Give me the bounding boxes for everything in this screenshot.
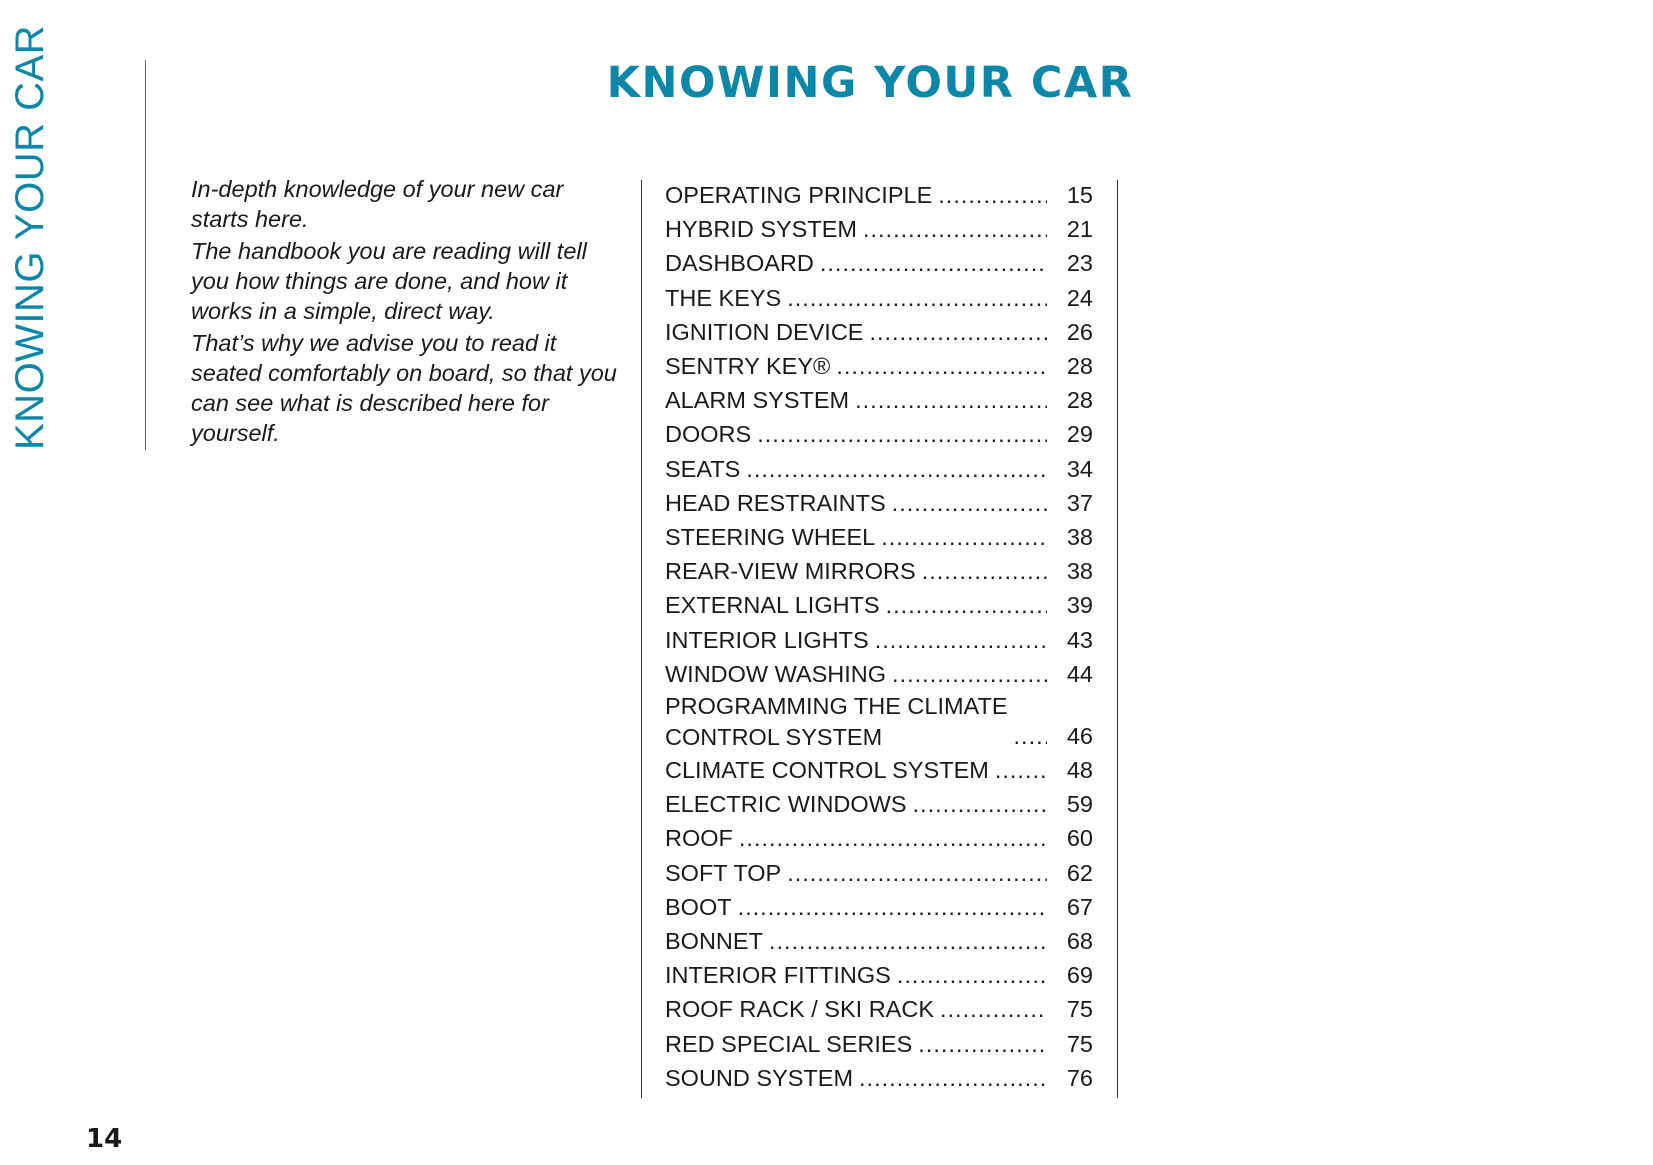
toc-entry-page: 23 (1066, 250, 1093, 277)
toc-leader-dots (859, 1061, 1047, 1095)
toc-entry[interactable] (665, 787, 1093, 821)
toc-entry[interactable] (665, 1061, 1093, 1095)
toc-entry-label: CLIMATE CONTROL SYSTEM (665, 757, 989, 784)
toc-entry-page: 21 (1066, 216, 1093, 243)
toc-entry-label: BOOT (665, 893, 732, 920)
toc-entry[interactable] (665, 821, 1093, 855)
toc-entry-page: 39 (1066, 592, 1093, 619)
intro-paragraph: In-depth knowledge of your new car starts here. (191, 176, 564, 232)
toc-leader-dots (897, 958, 1047, 992)
toc-entry-page: 75 (1066, 1030, 1093, 1057)
toc-entry-label: SOFT TOP (665, 859, 782, 886)
toc-entry[interactable] (665, 588, 1093, 622)
toc-entry-label: HYBRID SYSTEM (665, 216, 857, 243)
toc-entry-page: 24 (1066, 284, 1093, 311)
toc-leader-dots (922, 554, 1047, 588)
toc-entry[interactable] (665, 623, 1093, 657)
toc-entry-page: 26 (1066, 318, 1093, 345)
toc-entry-page: 75 (1066, 996, 1093, 1023)
toc-entry-page: 59 (1066, 791, 1093, 818)
toc-entry-page: 76 (1066, 1064, 1093, 1091)
toc-entry-label: STEERING WHEEL (665, 524, 876, 551)
toc-entry[interactable] (665, 383, 1093, 417)
toc-leader-dots (836, 349, 1047, 383)
toc-leader-dots (881, 520, 1047, 554)
toc-leader-dots (892, 657, 1047, 691)
toc-entry[interactable] (665, 520, 1093, 554)
toc-leader-dots (746, 452, 1047, 486)
toc-entry-page: 62 (1066, 859, 1093, 886)
toc-entry-page: 46 (1066, 722, 1093, 749)
toc-entry-label: OPERATING PRINCIPLE (665, 182, 933, 208)
toc-entry[interactable] (665, 924, 1093, 958)
toc-entry-page: 60 (1066, 825, 1093, 852)
toc-entry-label: DASHBOARD (665, 250, 814, 277)
toc-entry-page: 68 (1066, 928, 1093, 955)
toc-entry-page: 28 (1066, 353, 1093, 380)
toc-entry-page: 48 (1066, 757, 1093, 784)
toc-entry-page: 38 (1066, 558, 1093, 585)
toc-leader-dots (995, 753, 1047, 787)
toc-entry-label: DOORS (665, 421, 752, 448)
toc-entry-label: INTERIOR LIGHTS (665, 626, 869, 653)
toc-leader-dots (855, 383, 1047, 417)
toc-entry-page: 34 (1066, 455, 1093, 482)
toc-entry-label: WINDOW WASHING (665, 660, 887, 687)
toc-entry-label: ROOF RACK / SKI RACK (665, 996, 934, 1023)
toc-leader-dots (739, 821, 1047, 855)
toc-entry[interactable] (665, 486, 1093, 520)
intro-paragraph: That’s why we advise you to read it seated comfortably on board, so that you can see what is described here for yourself. (191, 330, 617, 446)
toc-entry-label: EXTERNAL LIGHTS (665, 592, 880, 619)
chapter-title: KNOWING YOUR CAR (606, 58, 1134, 108)
toc-entry[interactable] (665, 452, 1093, 486)
toc-entry[interactable] (665, 657, 1093, 691)
intro-paragraph: The handbook you are reading will tell you how things are done, and how it works in a simple, direct way. (191, 238, 587, 324)
toc-entry-label: PROGRAMMING THE CLIMATE CONTROL SYSTEM (665, 693, 1008, 751)
toc-entry-label: INTERIOR FITTINGS (665, 962, 891, 989)
toc-entry-page: 69 (1066, 962, 1093, 989)
toc-entry[interactable] (665, 856, 1093, 890)
toc-entry-label: IGNITION DEVICE (665, 318, 864, 345)
toc-entry[interactable] (665, 417, 1093, 451)
toc-entry-label: THE KEYS (665, 284, 782, 311)
toc-entry-page: 37 (1066, 489, 1093, 516)
toc-leader-dots (787, 281, 1047, 315)
toc-leader-dots (757, 417, 1047, 451)
intro-text (191, 174, 621, 450)
toc-entry[interactable] (665, 1027, 1093, 1061)
toc-entry-page: 28 (1066, 387, 1093, 414)
page-number: 14 (86, 1124, 123, 1154)
toc-entry-page: 43 (1066, 626, 1093, 653)
toc-entry-page: 15 (1066, 182, 1093, 208)
toc-leader-dots (820, 246, 1047, 280)
toc-leader-dots (938, 178, 1047, 212)
toc-entry-label: BONNET (665, 928, 763, 955)
toc-entry[interactable] (665, 958, 1093, 992)
toc-entry-label: ELECTRIC WINDOWS (665, 791, 907, 818)
chapter-side-tab (85, 60, 146, 450)
toc-entry[interactable] (665, 554, 1093, 588)
toc-entry-page: 38 (1066, 524, 1093, 551)
toc-leader-dots (875, 623, 1047, 657)
toc-leader-dots (892, 486, 1047, 520)
toc-entry-label: REAR-VIEW MIRRORS (665, 558, 916, 585)
toc-entry[interactable] (665, 691, 1093, 753)
toc-entry[interactable] (665, 753, 1093, 787)
toc-entry[interactable] (665, 890, 1093, 924)
toc-entry-label: SOUND SYSTEM (665, 1064, 854, 1091)
toc-entry-label: SENTRY KEY® (665, 353, 831, 380)
toc-entry[interactable] (665, 315, 1093, 349)
toc-leader-dots (886, 588, 1047, 622)
toc-leader-dots (918, 1027, 1047, 1061)
toc-leader-dots (787, 856, 1047, 890)
toc-entry-label: ALARM SYSTEM (665, 387, 850, 414)
toc-entry[interactable] (665, 281, 1093, 315)
toc-leader-dots (738, 890, 1047, 924)
toc-entry-page: 29 (1066, 421, 1093, 448)
table-of-contents (665, 178, 1093, 1095)
toc-entry-page: 44 (1066, 660, 1093, 687)
toc-entry[interactable] (665, 178, 1093, 212)
toc-leader-dots (863, 212, 1047, 246)
toc-leader-dots (869, 315, 1047, 349)
toc-leader-dots (769, 924, 1047, 958)
toc-entry-label: SEATS (665, 455, 741, 482)
toc-entry[interactable] (665, 212, 1093, 246)
toc-entry-label: ROOF (665, 825, 733, 852)
toc-entry-label: HEAD RESTRAINTS (665, 489, 886, 516)
toc-entry[interactable] (665, 246, 1093, 280)
toc-entry[interactable] (665, 349, 1093, 383)
toc-leader-dots (940, 992, 1047, 1026)
toc-leader-dots (913, 787, 1047, 821)
toc-entry[interactable] (665, 992, 1093, 1026)
toc-entry-label: RED SPECIAL SERIES (665, 1030, 913, 1057)
toc-entry-page: 67 (1066, 893, 1093, 920)
side-tab-label: KNOWING YOUR CAR (8, 24, 52, 450)
toc-leader-dots (1014, 719, 1047, 753)
